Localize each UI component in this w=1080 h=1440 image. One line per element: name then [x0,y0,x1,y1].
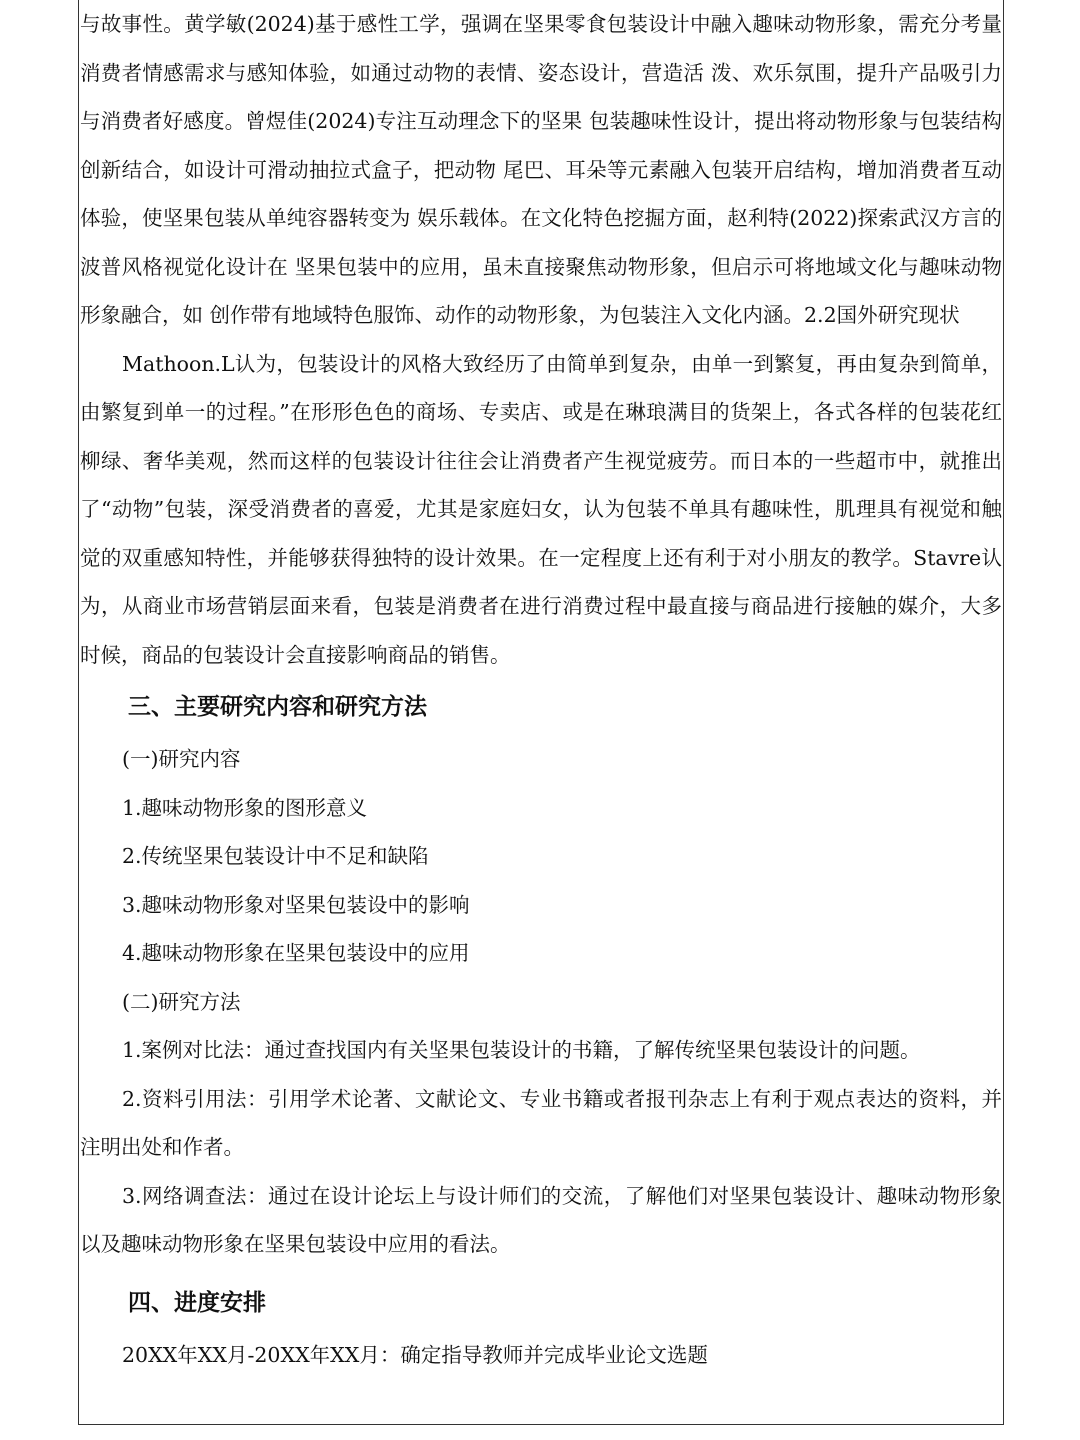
paragraph-foreign-research: Mathoon.L认为，包装设计的风格大致经历了由简单到复杂，由单一到繁复，再由复杂到简单，由繁复到单一的过程。”在形形色色的商场、专卖店、或是在琳琅满目的货架上，各式各样的包装花红柳绿、奢华美观，然而这样的包装设计往往会让消费者产生视觉疲劳。而日本的一些超市中，就推出了“动物”包装，深受消费者的喜爱，尤其是家庭妇女，认为包装不单具有趣味性，肌理具有视觉和触觉的双重感知特性，并能够获得独特的设计效果。在一定程度上还有利于对小朋友的教学。Stavre认为，从商业市场营销层面来看，包装是消费者在进行消费过程中最直接与商品进行接触的媒介，大多时候，商品的包装设计会直接影响商品的销售。 [80,351,1002,667]
section-heading-schedule: 四、进度安排 [128,1289,266,1316]
subheading-research-methods: (二)研究方法 [122,989,241,1014]
list-item: 2.资料引用法：引用学术论著、文献论文、专业书籍或者报刊杂志上有利于观点表达的资料，并注明出处和作者。 [80,1086,1002,1159]
section-heading-research-content-methods: 三、主要研究内容和研究方法 [128,694,427,720]
document-body [80,0,1002,1379]
list-item: 1.案例对比法：通过查找国内有关坚果包装设计的书籍，了解传统坚果包装设计的问题。 [122,1038,921,1062]
list-item: 3.网络调查法：通过在设计论坛上与设计师们的交流，了解他们对坚果包装设计、趣味动物形象以及趣味动物形象在坚果包装设中应用的看法。 [80,1183,1002,1256]
subheading-research-content: (一)研究内容 [122,747,241,771]
paragraph-domestic-research: 与故事性。黄学敏(2024)基于感性工学，强调在坚果零食包装设计中融入趣味动物形象，需充分考量消费者情感需求与感知体验，如通过动物的表情、姿态设计，营造活 泼、欢乐氛围，提升产品吸引力与消费者好感度。曾煜佳(2024)专注互动理念下的坚果 包装趣味性设计，提出将动物形象与包装结构创新结合，如设计可滑动抽拉式盒子，把动物 尾巴、耳朵等元素融入包装开启结构，增加消费者互动体验，使坚果包装从单纯容器转变为 娱乐载体。在文化特色挖掘方面，赵利特(2022)探索武汉方言的波普风格视觉化设计在 坚果包装中的应用，虽未直接聚焦动物形象，但启示可将地域文化与趣味动物形象融合，如 创作带有地域特色服饰、动作的动物形象，为包装注入文化内涵。2.2国外研究现状 [80,12,1002,327]
list-item: 1.趣味动物形象的图形意义 [122,795,368,820]
list-item: 2.传统坚果包装设计中不足和缺陷 [122,844,429,868]
list-item: 3.趣味动物形象对坚果包装设中的影响 [122,892,470,917]
schedule-item: 20XX年XX月-20XX年XX月：确定指导教师并完成毕业论文选题 [122,1342,708,1367]
list-item: 4.趣味动物形象在坚果包装设中的应用 [122,941,470,965]
